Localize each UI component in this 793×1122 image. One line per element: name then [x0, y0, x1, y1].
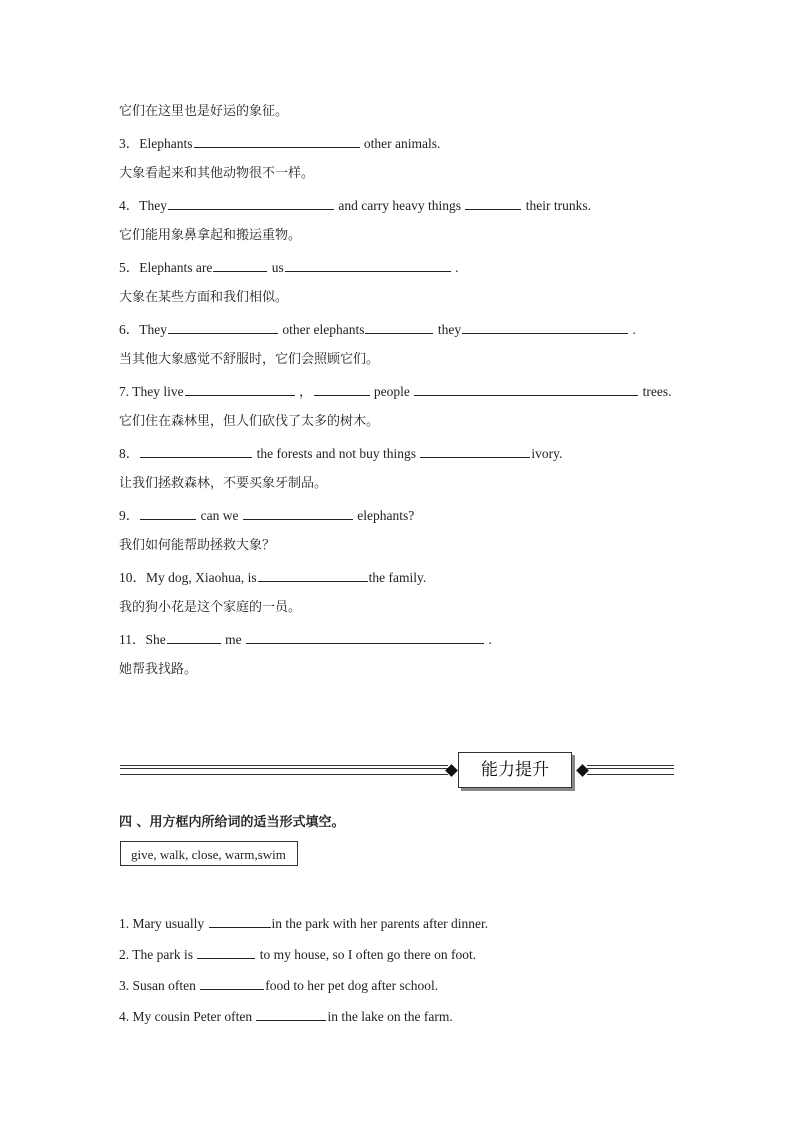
- sentence-text: 3．Elephants: [119, 136, 193, 151]
- exercise-sentence: [119, 196, 591, 215]
- translation-line: 它们在这里也是好运的象征。: [119, 104, 289, 119]
- answer-blank[interactable]: [465, 196, 521, 210]
- sentence-text: the family.: [368, 570, 427, 585]
- title-rule-right: [587, 765, 674, 775]
- answer-blank[interactable]: [246, 630, 484, 644]
- sentence-text: food to her pet dog after school.: [265, 978, 439, 993]
- answer-blank[interactable]: [314, 382, 370, 396]
- answer-blank[interactable]: [258, 568, 368, 582]
- exercise-sentence: [119, 568, 426, 587]
- answer-blank[interactable]: [414, 382, 638, 396]
- exercise-sentence: [119, 506, 414, 525]
- exercise-sentence: [119, 320, 636, 339]
- sentence-text: they: [434, 322, 462, 337]
- answer-blank[interactable]: [209, 914, 271, 928]
- sentence-text: .: [451, 260, 459, 275]
- sentence-text: 6．They: [119, 322, 167, 337]
- answer-blank[interactable]: [197, 945, 255, 959]
- fill-in-sentence: [119, 914, 488, 933]
- translation-line: 我的狗小花是这个家庭的一员。: [119, 600, 302, 615]
- sentence-text: ivory.: [531, 446, 563, 461]
- translation-line: 大象在某些方面和我们相似。: [119, 290, 289, 305]
- sentence-text: to my house, so I often go there on foot.: [256, 947, 477, 962]
- translation-line: 让我们拯救森林，不要买象牙制品。: [119, 476, 328, 491]
- translation-line: 当其他大象感觉不舒服时，它们会照顾它们。: [119, 352, 380, 367]
- sentence-text: 1. Mary usually: [119, 916, 208, 931]
- exercise-sentence: [119, 134, 440, 153]
- answer-blank[interactable]: [168, 320, 278, 334]
- translation-line: 我们如何能帮助拯救大象？: [119, 538, 276, 553]
- title-rule-left: [120, 765, 448, 775]
- fill-in-sentence: [119, 1007, 453, 1026]
- answer-blank[interactable]: [243, 506, 353, 520]
- sentence-text: 3. Susan often: [119, 978, 200, 993]
- exercise-sentence: [119, 258, 458, 277]
- sentence-text: people: [370, 384, 414, 399]
- exercise-sentence: [119, 630, 492, 649]
- sentence-text: 8．: [119, 446, 140, 461]
- sentence-text: 5．Elephants are: [119, 260, 213, 275]
- answer-blank[interactable]: [256, 1007, 326, 1021]
- answer-blank[interactable]: [194, 134, 360, 148]
- section-heading: 四 、用方框内所给词的适当形式填空。: [119, 815, 345, 830]
- translation-line: 它们能用象鼻拿起和搬运重物。: [119, 228, 302, 243]
- fill-in-sentence: [119, 945, 476, 964]
- answer-blank[interactable]: [185, 382, 295, 396]
- answer-blank[interactable]: [213, 258, 267, 272]
- sentence-text: 10．My dog, Xiaohua, is: [119, 570, 257, 585]
- sentence-text: their trunks.: [522, 198, 591, 213]
- answer-blank[interactable]: [285, 258, 451, 272]
- translation-line: 它们住在森林里，但人们砍伐了太多的树木。: [119, 414, 380, 429]
- sentence-text: and carry heavy things: [335, 198, 465, 213]
- translation-line: 大象看起来和其他动物很不一样。: [119, 166, 315, 181]
- sentence-text: in the park with her parents after dinner.: [271, 916, 489, 931]
- sentence-text: trees.: [639, 384, 672, 399]
- sentence-text: 2. The park is: [119, 947, 197, 962]
- sentence-text: the forests and not buy things: [253, 446, 420, 461]
- sentence-text: .: [485, 632, 492, 647]
- exercise-sentence: [119, 444, 562, 463]
- answer-blank[interactable]: [462, 320, 628, 334]
- sentence-text: can we: [197, 508, 242, 523]
- translation-line: 她帮我找路。: [119, 662, 198, 677]
- answer-blank[interactable]: [168, 196, 334, 210]
- word-box: give, walk, close, warm,swim: [120, 841, 298, 866]
- sentence-text: me: [221, 632, 245, 647]
- exercise-sentence: [119, 382, 671, 401]
- answer-blank[interactable]: [200, 976, 264, 990]
- answer-blank[interactable]: [167, 630, 221, 644]
- sentence-text: 9．: [119, 508, 140, 523]
- sentence-text: elephants?: [353, 508, 415, 523]
- section-title: 能力提升: [458, 752, 572, 788]
- sentence-text: .: [629, 322, 636, 337]
- sentence-text: 4．They: [119, 198, 167, 213]
- sentence-text: ，: [295, 384, 313, 399]
- answer-blank[interactable]: [365, 320, 433, 334]
- sentence-text: other elephants: [279, 322, 365, 337]
- fill-in-sentence: [119, 976, 438, 995]
- sentence-text: 11．She: [119, 632, 166, 647]
- answer-blank[interactable]: [140, 444, 252, 458]
- sentence-text: 7. They live: [119, 384, 184, 399]
- sentence-text: in the lake on the farm.: [327, 1009, 453, 1024]
- sentence-text: 4. My cousin Peter often: [119, 1009, 256, 1024]
- sentence-text: us: [268, 260, 284, 275]
- answer-blank[interactable]: [420, 444, 530, 458]
- answer-blank[interactable]: [140, 506, 196, 520]
- sentence-text: other animals.: [360, 136, 441, 151]
